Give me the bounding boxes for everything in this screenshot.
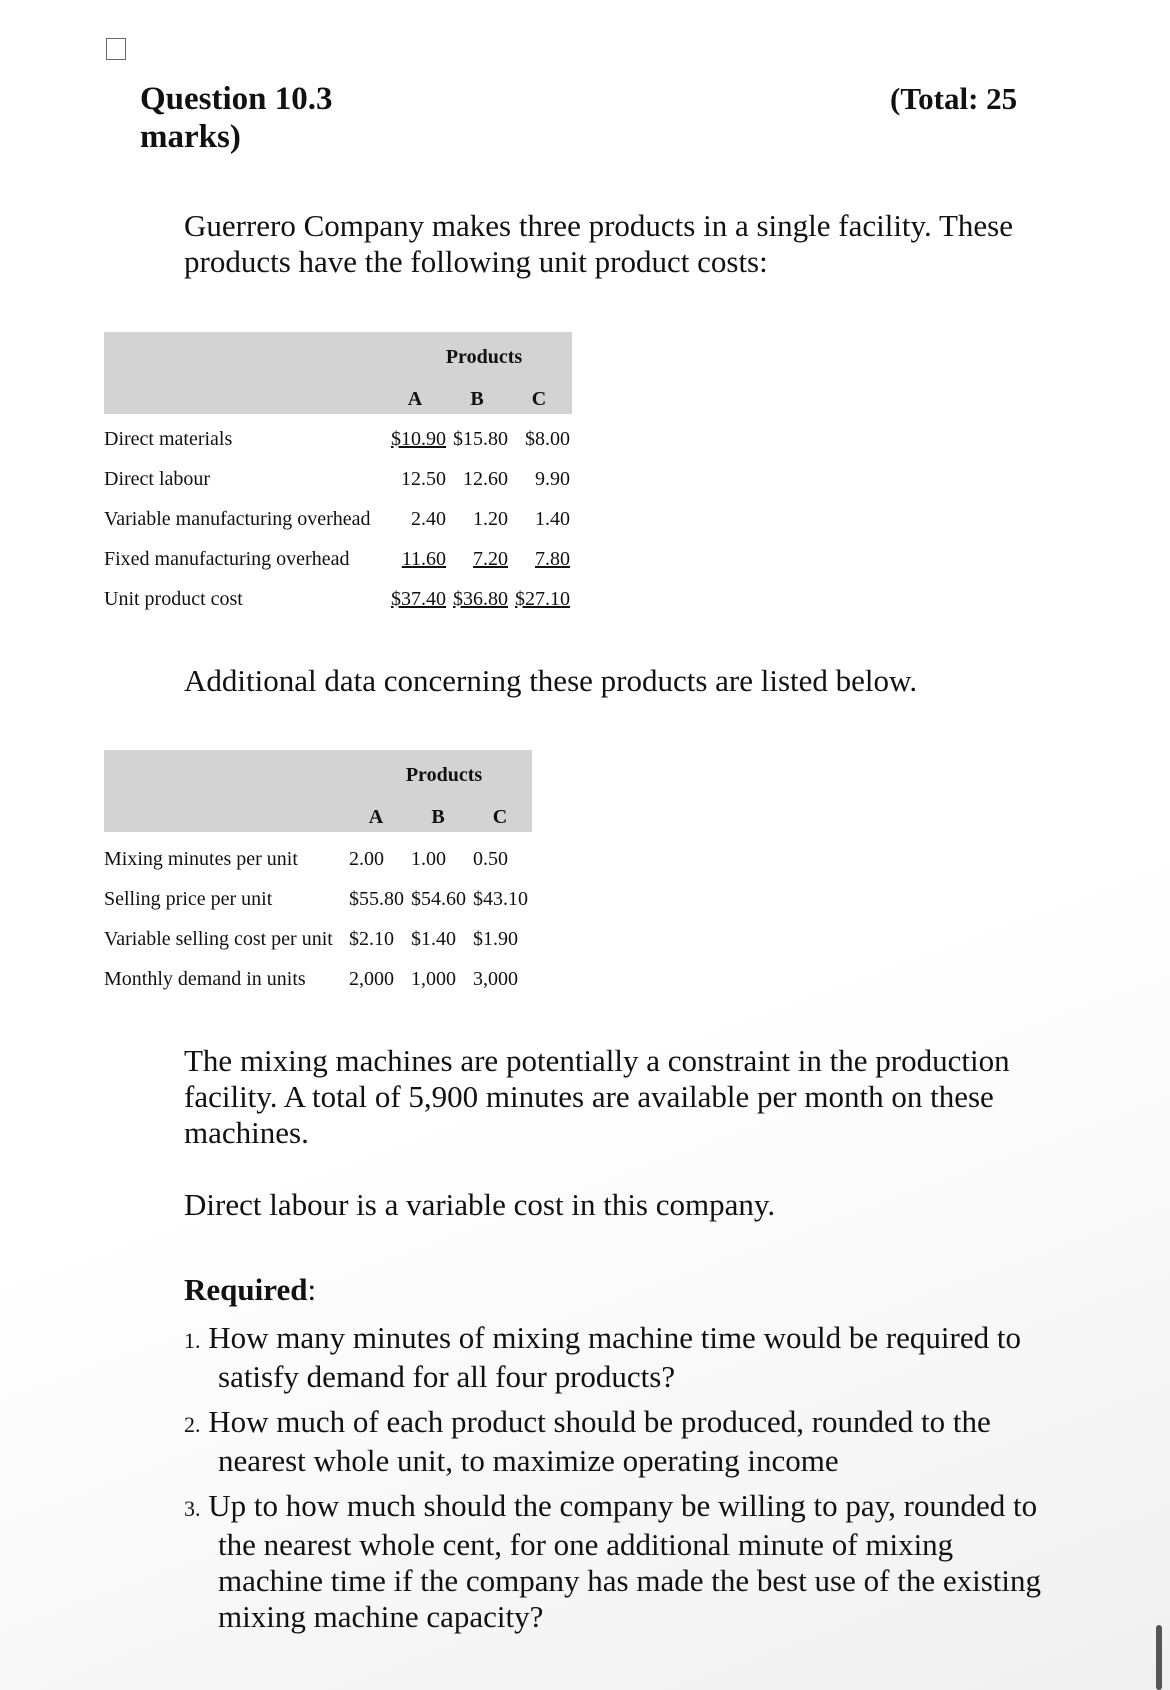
data-cell: $1.90 <box>473 928 518 950</box>
data-row-label: Mixing minutes per unit <box>104 848 298 870</box>
cost-cell: $27.10 <box>515 588 570 610</box>
data-cell: $1.40 <box>411 928 456 950</box>
data-cell: $2.10 <box>349 928 394 950</box>
cost-cell: 12.60 <box>463 468 508 490</box>
data-cell: 0.50 <box>473 848 508 870</box>
data-row-label: Selling price per unit <box>104 888 273 910</box>
cost-col-c: C <box>531 388 547 410</box>
data-cell: 1.00 <box>411 848 446 870</box>
cost-cell: $8.00 <box>525 428 570 450</box>
required-title: Required <box>184 1272 308 1307</box>
scrollbar[interactable] <box>1156 1625 1162 1690</box>
data-cell: 3,000 <box>473 968 518 990</box>
select-checkbox[interactable] <box>106 38 126 60</box>
data-cell: $43.10 <box>473 888 528 910</box>
required-item-3 <box>184 1488 1064 1635</box>
cost-cell: 12.50 <box>401 468 446 490</box>
required-item-number: 3. <box>184 1496 201 1521</box>
cost-row-label: Fixed manufacturing overhead <box>104 548 350 570</box>
cost-row-label: Variable manufacturing overhead <box>104 508 371 530</box>
cost-cell: $36.80 <box>453 588 508 610</box>
data-cell: 2,000 <box>349 968 394 990</box>
intro-paragraph: Guerrero Company makes three products in a single facility. These products have the following unit product costs: <box>184 208 1013 279</box>
required-item-2 <box>184 1404 1084 1479</box>
cost-cell: $10.90 <box>391 428 446 450</box>
data-table-header-bg <box>104 750 532 832</box>
data-cell: $54.60 <box>411 888 466 910</box>
cost-cell: $15.80 <box>453 428 508 450</box>
cost-table <box>104 332 574 622</box>
required-item-text: How many minutes of mixing machine time would be required to <box>208 1320 1021 1355</box>
constraint-paragraph: The mixing machines are potentially a constraint in the production facility. A total of 5,900 minutes are available per month on these machines. <box>184 1043 1010 1150</box>
cost-cell: 9.90 <box>535 468 570 490</box>
cost-cell: 1.20 <box>473 508 508 530</box>
data-row-label: Monthly demand in units <box>104 968 306 990</box>
required-item-number: 1. <box>184 1328 201 1353</box>
required-item-text: How much of each product should be produced, rounded to the <box>208 1404 991 1439</box>
cost-col-b: B <box>470 388 484 410</box>
data-table-group-header: Products <box>405 764 483 786</box>
data-col-c: C <box>492 806 508 828</box>
cost-row-label: Direct labour <box>104 468 211 490</box>
required-item-text-cont: the nearest whole cent, for one additional minute of mixing machine time if the company has made the best use of the existing mixing machine capacity? <box>218 1527 1041 1634</box>
data-col-b: B <box>431 806 445 828</box>
additional-paragraph: Additional data concerning these products are listed below. <box>184 663 918 698</box>
required-item-number: 2. <box>184 1412 201 1437</box>
question-total: (Total: 25 <box>890 81 1018 116</box>
data-cell: $55.80 <box>349 888 404 910</box>
data-row-label: Variable selling cost per unit <box>104 928 333 950</box>
required-item-text-cont: satisfy demand for all four products? <box>218 1359 676 1394</box>
required-item-1 <box>184 1320 1084 1395</box>
cost-cell: 1.40 <box>535 508 570 530</box>
cost-cell: 11.60 <box>401 548 446 570</box>
required-item-text: Up to how much should the company be willing to pay, rounded to <box>208 1488 1038 1523</box>
required-colon: : <box>307 1272 317 1307</box>
data-cell: 1,000 <box>411 968 456 990</box>
data-table <box>104 750 534 1000</box>
cost-table-header-bg <box>104 332 572 414</box>
cost-col-a: A <box>407 388 423 410</box>
cost-cell: $37.40 <box>391 588 446 610</box>
required-heading <box>184 1272 316 1308</box>
question-title <box>140 80 333 156</box>
cost-row-label: Direct materials <box>104 428 233 450</box>
cost-table-group-header: Products <box>445 346 523 368</box>
marks-word: marks) <box>140 119 241 155</box>
cost-cell: 2.40 <box>411 508 446 530</box>
data-col-a: A <box>368 806 384 828</box>
data-cell: 2.00 <box>349 848 384 870</box>
cost-row-label: Unit product cost <box>104 588 243 610</box>
cost-cell: 7.80 <box>535 548 570 570</box>
cost-cell: 7.20 <box>473 548 508 570</box>
question-label: Question 10.3 <box>140 81 333 117</box>
labour-paragraph: Direct labour is a variable cost in this company. <box>184 1187 776 1222</box>
required-item-text-cont: nearest whole unit, to maximize operating income <box>218 1443 839 1478</box>
